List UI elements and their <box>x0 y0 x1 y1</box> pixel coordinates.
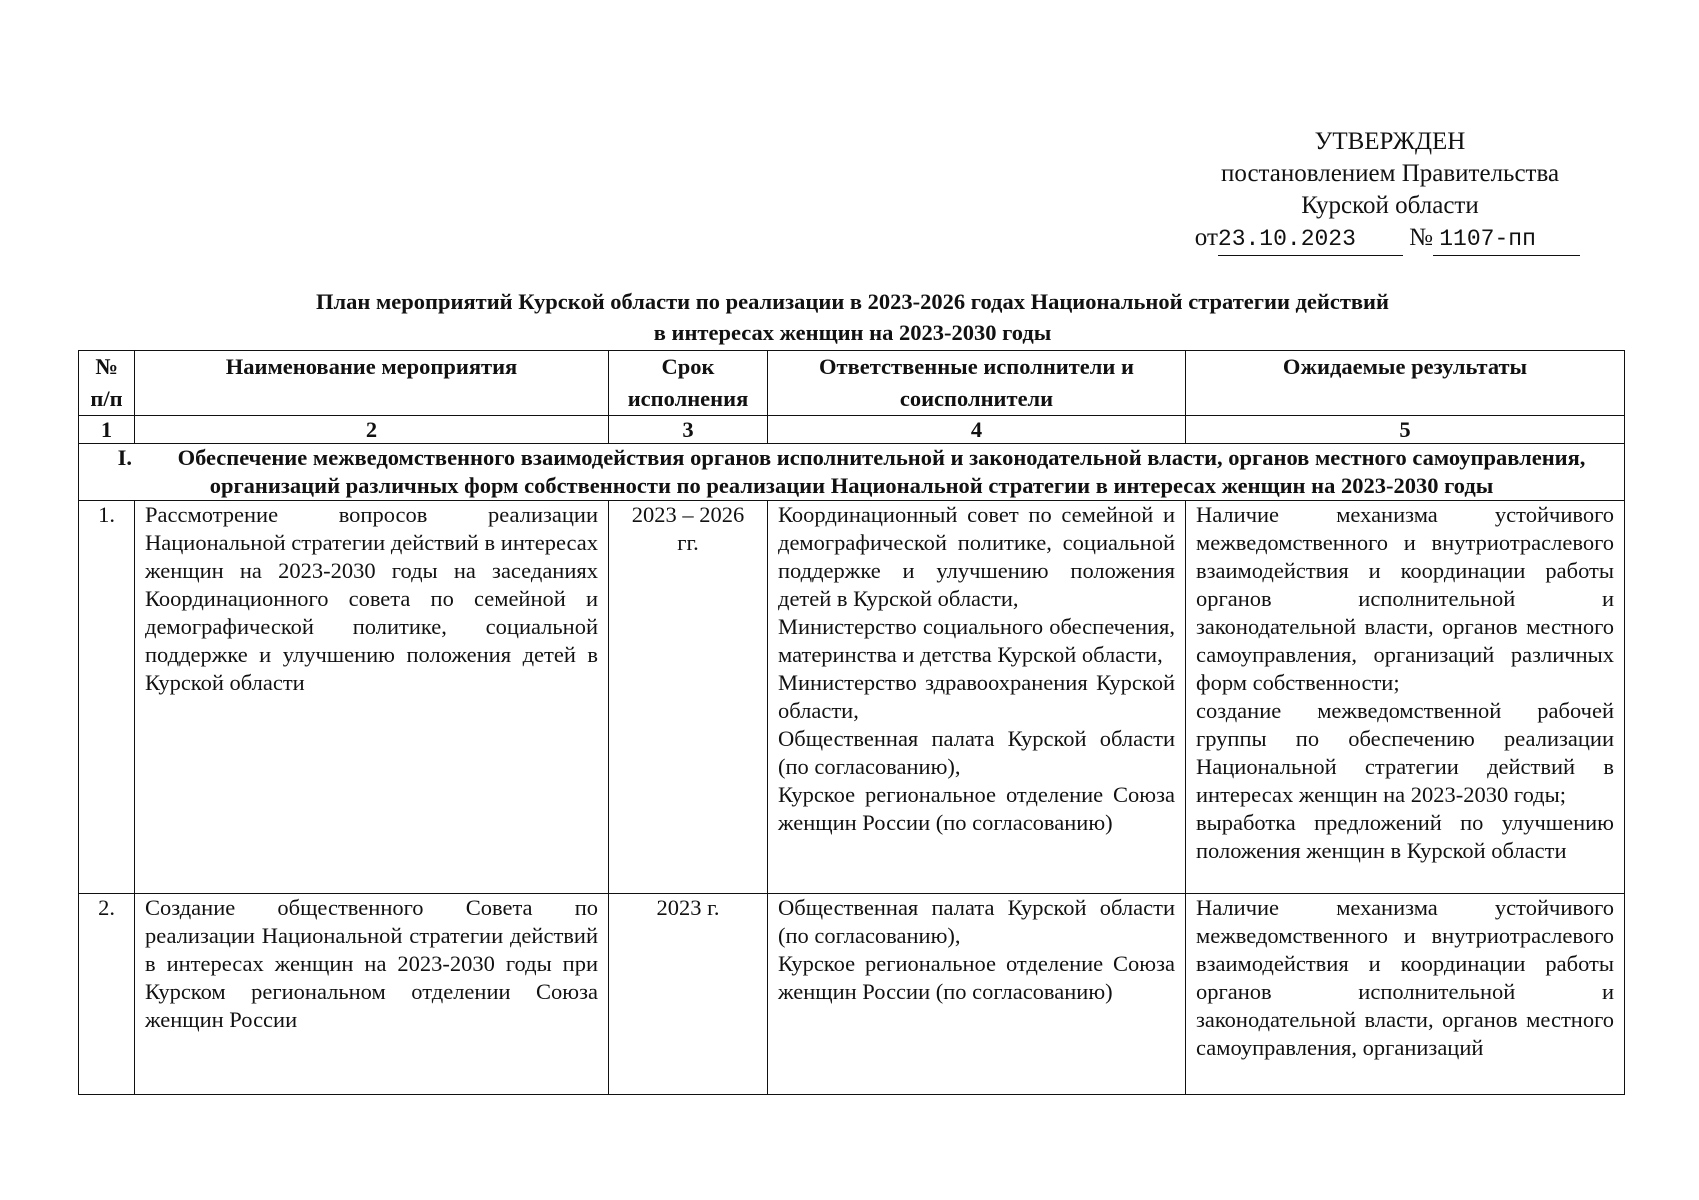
result-item: Наличие механизма устойчивого межведомственного и внутриотраслевого взаимодействия и координации работы органов исполнительной и законодательной власти, органов местного самоуправления, организаций различных форм собственности; <box>1196 502 1614 695</box>
table-row <box>79 501 1625 894</box>
date-prefix: от <box>1194 224 1218 251</box>
column-number: 2 <box>135 416 609 444</box>
header-results: Ожидаемые результаты <box>1186 351 1625 416</box>
approval-line-region: Курской области <box>1301 192 1479 219</box>
row-name: Рассмотрение вопросов реализации Национальной стратегии действий в интересах женщин на 2023-2030 годы на заседаниях Координационного совета по семейной и демографической политике, социальной поддержке и улучшению положения детей в Курской области <box>135 501 609 894</box>
approval-title: УТВЕРЖДЕН <box>1314 128 1466 155</box>
header-executors <box>768 351 1186 416</box>
executor-item: Министерство социального обеспечения, материнства и детства Курской области, <box>778 614 1175 667</box>
approval-date: 23.10.2023 <box>1217 226 1356 252</box>
row-name: Создание общественного Совета по реализации Национальной стратегии действий в интересах женщин на 2023-2030 годы при Курском региональном отделении Союза женщин России <box>135 894 609 1095</box>
row-results <box>1186 894 1625 1095</box>
row-executors <box>768 894 1186 1095</box>
approval-line-resolution: постановлением Правительства <box>1220 160 1560 187</box>
executor-item: Курское региональное отделение Союза женщин России (по согласованию) <box>778 782 1175 835</box>
executor-item: Министерство здравоохранения Курской области, <box>778 670 1175 723</box>
row-term: 2023 – 2026 гг. <box>609 501 768 894</box>
result-item: выработка предложений по улучшению положения женщин в Курской области <box>1196 810 1614 863</box>
row-results <box>1186 501 1625 894</box>
plan-title <box>80 286 1625 348</box>
header-term <box>609 351 768 416</box>
section-text: Обеспечение межведомственного взаимодействия органов исполнительной и законодательной власти, органов местного самоуправления, организаций различных форм собственности по реализации Национальной стратегии в интересах женщин на 2023-2030 годы <box>177 445 1586 498</box>
header-term-line1: Срок <box>661 354 715 379</box>
header-executors-line1: Ответственные исполнители и <box>819 354 1134 379</box>
table-row <box>79 894 1625 1095</box>
approval-block <box>1160 126 1620 256</box>
plan-table <box>78 350 1625 1095</box>
approval-date-line <box>1160 222 1620 256</box>
plan-title-line1: План мероприятий Курской области по реализации в 2023-2026 годах Национальной стратегии действий <box>316 289 1389 314</box>
row-num: 2. <box>79 894 135 1095</box>
section-row <box>79 444 1625 501</box>
header-name: Наименование мероприятия <box>135 351 609 416</box>
result-item: Наличие механизма устойчивого межведомственного и внутриотраслевого взаимодействия и координации работы органов исполнительной и законодательной власти, органов местного самоуправления, организаций <box>1196 895 1614 1060</box>
executor-item: Общественная палата Курской области (по согласованию), <box>778 726 1175 779</box>
column-number-row <box>79 416 1625 444</box>
column-number: 1 <box>79 416 135 444</box>
column-number: 5 <box>1186 416 1625 444</box>
executor-item: Координационный совет по семейной и демографической политике, социальной поддержке и улучшению положения детей в Курской области, <box>778 502 1175 611</box>
row-num: 1. <box>79 501 135 894</box>
row-executors <box>768 501 1186 894</box>
header-num <box>79 351 135 416</box>
table-header-row <box>79 351 1625 416</box>
column-number: 4 <box>768 416 1186 444</box>
header-num-line1: № <box>95 354 118 379</box>
header-term-line2: исполнения <box>627 386 749 411</box>
row-term: 2023 г. <box>609 894 768 1095</box>
number-prefix: № <box>1409 224 1433 251</box>
header-executors-line2: соисполнители <box>899 386 1054 411</box>
executor-item: Общественная палата Курской области (по согласованию), <box>778 895 1175 948</box>
column-number: 3 <box>609 416 768 444</box>
executor-item: Курское региональное отделение Союза женщин России (по согласованию) <box>778 951 1175 1004</box>
plan-title-line2: в интересах женщин на 2023-2030 годы <box>653 320 1052 345</box>
result-item: создание межведомственной рабочей группы по обеспечению реализации Национальной стратегии действий в интересах женщин на 2023-2030 годы; <box>1196 698 1614 807</box>
section-roman: I. <box>117 445 132 470</box>
approval-number: 1107-пп <box>1439 226 1536 252</box>
section-heading <box>79 444 1625 501</box>
header-num-line2: п/п <box>90 386 123 411</box>
